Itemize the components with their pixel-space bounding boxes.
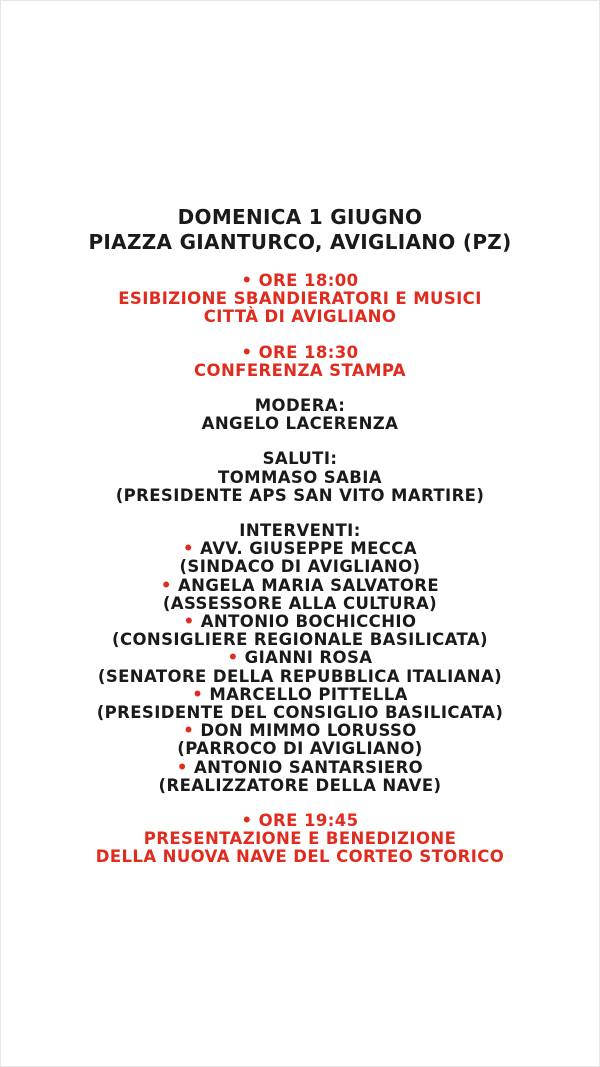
moderator-section xyxy=(1,397,599,433)
time-label: ORE 19:45 xyxy=(258,811,359,831)
event-header xyxy=(1,205,599,255)
event-location: PIAZZA GIANTURCO, AVIGLIANO (PZ) xyxy=(88,230,512,254)
bullet-icon: • xyxy=(183,539,194,559)
speaker-role: (CONSIGLIERE REGIONALE BASILICATA) xyxy=(112,630,488,650)
bullet-icon: • xyxy=(160,575,172,595)
speaker-role: (ASSESSORE ALLA CULTURA) xyxy=(162,593,438,613)
time-label: ORE 18:00 xyxy=(258,271,359,290)
speaker-name: • DON MIMMO LORUSSO xyxy=(183,721,417,741)
speaker-role: (PARROCO DI AVIGLIANO) xyxy=(177,739,423,759)
bullet-icon: • xyxy=(241,271,253,290)
greetings-name: TOMMASO SABIA xyxy=(218,467,382,487)
speaker-name: • ANGELA MARIA SALVATORE xyxy=(160,575,440,595)
bullet-icon: • xyxy=(192,684,204,704)
bullet-icon: • xyxy=(183,612,195,632)
moderator-label: MODERA: xyxy=(254,396,346,416)
greetings-section xyxy=(1,450,599,505)
speaker-name: • GIANNI ROSA xyxy=(227,648,373,668)
event-title: CONFERENZA STAMPA xyxy=(194,360,406,380)
event-program xyxy=(1,205,599,867)
bullet-icon: • xyxy=(227,648,239,668)
speaker-role: (SENATORE DELLA REPUBBLICA ITALIANA) xyxy=(97,666,503,686)
greetings-role: (PRESIDENTE APS SAN VITO MARTIRE) xyxy=(115,485,485,505)
time-line xyxy=(1,812,599,830)
time-line xyxy=(1,344,599,362)
time-line xyxy=(1,272,599,290)
speaker-role: (SINDACO DI AVIGLIANO) xyxy=(179,557,421,577)
event-title: CITTÀ DI AVIGLIANO xyxy=(203,307,397,327)
bullet-icon: • xyxy=(241,811,253,831)
event-title: ESIBIZIONE SBANDIERATORI E MUSICI xyxy=(118,289,482,309)
event-title: DELLA NUOVA NAVE DEL CORTEO STORICO xyxy=(95,847,505,867)
bullet-icon: • xyxy=(176,757,188,777)
speaker-name: • AVV. GIUSEPPE MECCA xyxy=(183,539,417,559)
speakers-label: INTERVENTI: xyxy=(239,521,361,541)
speaker-role: (REALIZZATORE DELLA NAVE) xyxy=(158,775,442,795)
event-date: DOMENICA 1 GIUGNO xyxy=(177,205,423,229)
schedule-item-1945 xyxy=(1,812,599,867)
speaker-name: • MARCELLO PITTELLA xyxy=(192,684,408,704)
speakers-section xyxy=(1,522,599,795)
moderator-name: ANGELO LACERENZA xyxy=(201,414,399,434)
time-label: ORE 18:30 xyxy=(258,342,359,362)
schedule-item-1830 xyxy=(1,344,599,380)
speaker-role: (PRESIDENTE DEL CONSIGLIO BASILICATA) xyxy=(96,703,504,723)
schedule-item-1800 xyxy=(1,272,599,327)
speaker-name: • ANTONIO BOCHICCHIO xyxy=(183,612,417,632)
bullet-icon: • xyxy=(183,721,195,741)
speaker-name: • ANTONIO SANTARSIERO xyxy=(176,757,424,777)
bullet-icon: • xyxy=(241,342,253,362)
greetings-label: SALUTI: xyxy=(262,449,338,469)
event-title: PRESENTAZIONE E BENEDIZIONE xyxy=(143,829,457,849)
